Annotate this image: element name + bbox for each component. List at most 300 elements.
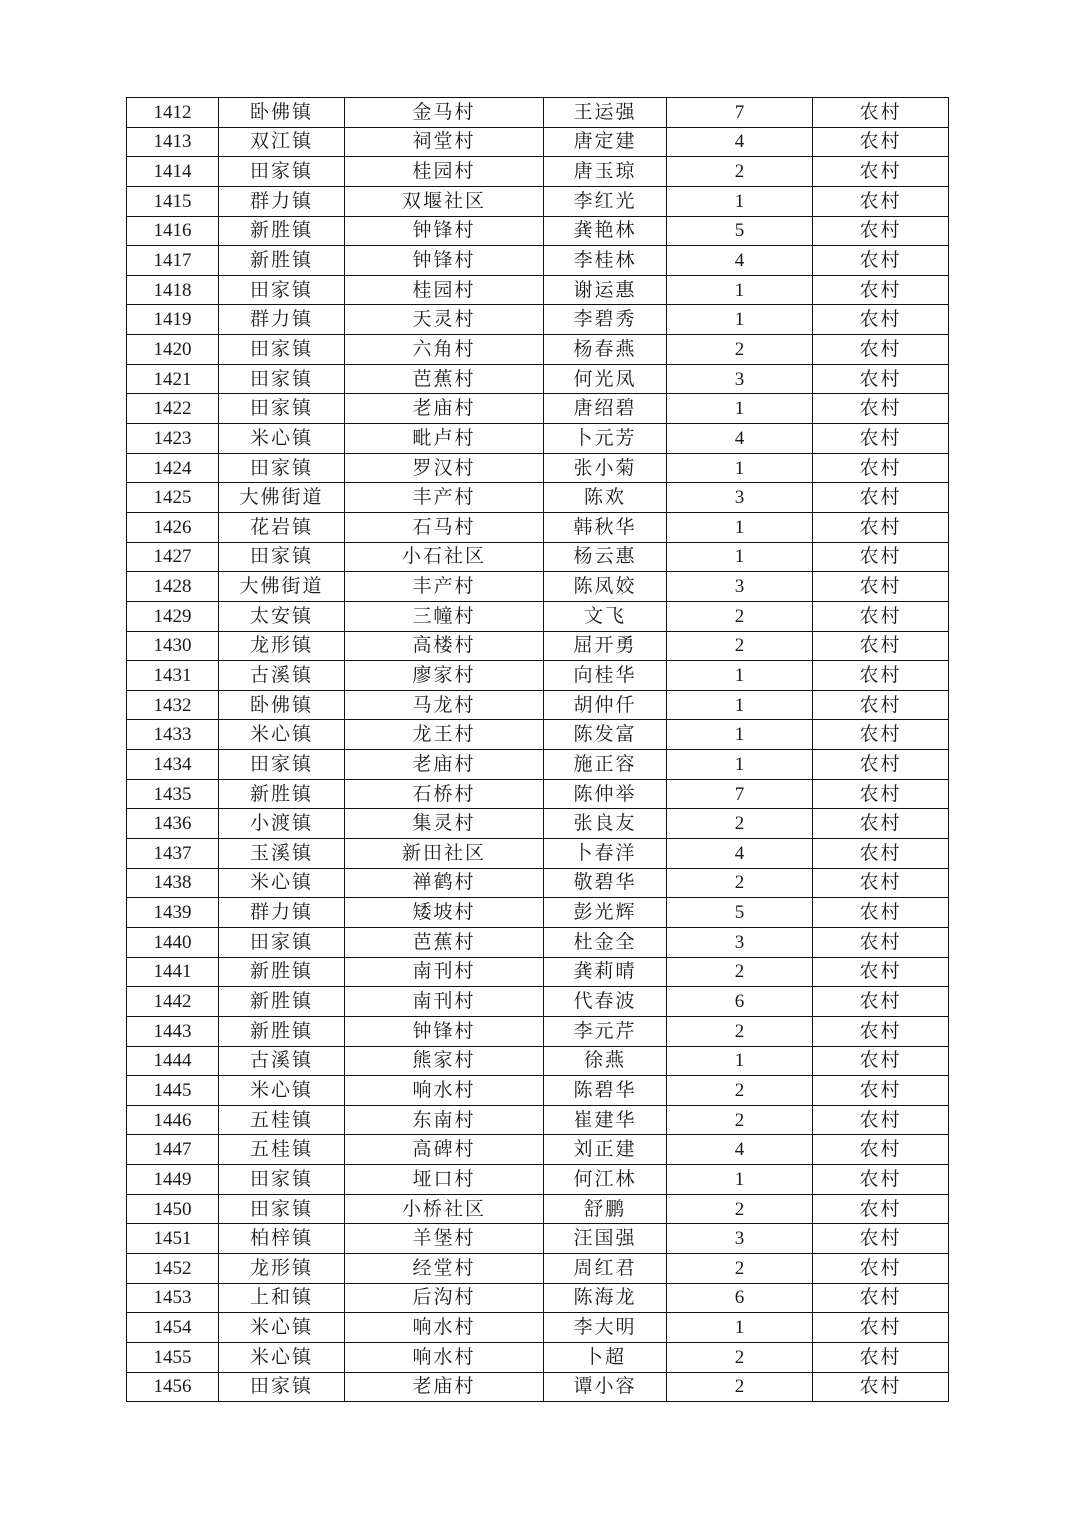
village-cell: 小桥社区 bbox=[345, 1194, 544, 1224]
town-cell: 五桂镇 bbox=[219, 1135, 345, 1165]
household-size-cell: 1 bbox=[667, 1046, 813, 1076]
household-size-cell: 2 bbox=[667, 157, 813, 187]
area-type-cell: 农村 bbox=[813, 1135, 949, 1165]
household-size-cell: 3 bbox=[667, 1224, 813, 1254]
serial-number-cell: 1441 bbox=[127, 957, 219, 987]
village-cell: 三幢村 bbox=[345, 601, 544, 631]
area-type-cell: 农村 bbox=[813, 690, 949, 720]
town-cell: 龙形镇 bbox=[219, 1253, 345, 1283]
household-size-cell: 3 bbox=[667, 364, 813, 394]
village-cell: 石马村 bbox=[345, 512, 544, 542]
serial-number-cell: 1447 bbox=[127, 1135, 219, 1165]
town-cell: 卧佛镇 bbox=[219, 98, 345, 128]
name-cell: 李红光 bbox=[544, 186, 667, 216]
name-cell: 龚艳林 bbox=[544, 216, 667, 246]
area-type-cell: 农村 bbox=[813, 1016, 949, 1046]
table-row bbox=[127, 601, 949, 631]
serial-number-cell: 1444 bbox=[127, 1046, 219, 1076]
village-cell: 矮坡村 bbox=[345, 898, 544, 928]
village-cell: 羊堡村 bbox=[345, 1224, 544, 1254]
serial-number-cell: 1449 bbox=[127, 1165, 219, 1195]
serial-number-cell: 1412 bbox=[127, 98, 219, 128]
village-cell: 钟锋村 bbox=[345, 1016, 544, 1046]
village-cell: 廖家村 bbox=[345, 661, 544, 691]
household-size-cell: 1 bbox=[667, 512, 813, 542]
table-row bbox=[127, 572, 949, 602]
village-cell: 金马村 bbox=[345, 98, 544, 128]
serial-number-cell: 1430 bbox=[127, 631, 219, 661]
serial-number-cell: 1446 bbox=[127, 1105, 219, 1135]
table-row bbox=[127, 305, 949, 335]
town-cell: 五桂镇 bbox=[219, 1105, 345, 1135]
roster-table bbox=[126, 97, 949, 1402]
serial-number-cell: 1413 bbox=[127, 127, 219, 157]
name-cell: 李元芹 bbox=[544, 1016, 667, 1046]
village-cell: 后沟村 bbox=[345, 1283, 544, 1313]
table-row bbox=[127, 157, 949, 187]
village-cell: 垭口村 bbox=[345, 1165, 544, 1195]
area-type-cell: 农村 bbox=[813, 601, 949, 631]
table-row bbox=[127, 1253, 949, 1283]
village-cell: 天灵村 bbox=[345, 305, 544, 335]
name-cell: 张良友 bbox=[544, 809, 667, 839]
village-cell: 丰产村 bbox=[345, 483, 544, 513]
household-size-cell: 1 bbox=[667, 661, 813, 691]
household-size-cell: 3 bbox=[667, 483, 813, 513]
household-size-cell: 4 bbox=[667, 1135, 813, 1165]
name-cell: 李大明 bbox=[544, 1313, 667, 1343]
village-cell: 老庙村 bbox=[345, 750, 544, 780]
table-row bbox=[127, 275, 949, 305]
table-row bbox=[127, 512, 949, 542]
table-row bbox=[127, 661, 949, 691]
area-type-cell: 农村 bbox=[813, 750, 949, 780]
area-type-cell: 农村 bbox=[813, 809, 949, 839]
name-cell: 周红君 bbox=[544, 1253, 667, 1283]
serial-number-cell: 1422 bbox=[127, 394, 219, 424]
name-cell: 陈欢 bbox=[544, 483, 667, 513]
village-cell: 南刊村 bbox=[345, 987, 544, 1017]
table-row bbox=[127, 957, 949, 987]
town-cell: 田家镇 bbox=[219, 542, 345, 572]
serial-number-cell: 1424 bbox=[127, 453, 219, 483]
serial-number-cell: 1416 bbox=[127, 216, 219, 246]
town-cell: 古溪镇 bbox=[219, 1046, 345, 1076]
name-cell: 陈海龙 bbox=[544, 1283, 667, 1313]
area-type-cell: 农村 bbox=[813, 661, 949, 691]
name-cell: 何江林 bbox=[544, 1165, 667, 1195]
table-row bbox=[127, 1076, 949, 1106]
serial-number-cell: 1450 bbox=[127, 1194, 219, 1224]
household-size-cell: 2 bbox=[667, 1105, 813, 1135]
name-cell: 张小菊 bbox=[544, 453, 667, 483]
town-cell: 新胜镇 bbox=[219, 957, 345, 987]
area-type-cell: 农村 bbox=[813, 572, 949, 602]
table-row bbox=[127, 1224, 949, 1254]
area-type-cell: 农村 bbox=[813, 216, 949, 246]
town-cell: 米心镇 bbox=[219, 1313, 345, 1343]
village-cell: 石桥村 bbox=[345, 779, 544, 809]
household-size-cell: 2 bbox=[667, 1372, 813, 1402]
serial-number-cell: 1442 bbox=[127, 987, 219, 1017]
area-type-cell: 农村 bbox=[813, 898, 949, 928]
town-cell: 田家镇 bbox=[219, 364, 345, 394]
name-cell: 唐绍碧 bbox=[544, 394, 667, 424]
town-cell: 米心镇 bbox=[219, 1342, 345, 1372]
serial-number-cell: 1453 bbox=[127, 1283, 219, 1313]
area-type-cell: 农村 bbox=[813, 987, 949, 1017]
area-type-cell: 农村 bbox=[813, 157, 949, 187]
village-cell: 小石社区 bbox=[345, 542, 544, 572]
table-row bbox=[127, 1165, 949, 1195]
village-cell: 双堰社区 bbox=[345, 186, 544, 216]
table-row bbox=[127, 246, 949, 276]
table-row bbox=[127, 868, 949, 898]
name-cell: 李碧秀 bbox=[544, 305, 667, 335]
household-size-cell: 7 bbox=[667, 779, 813, 809]
area-type-cell: 农村 bbox=[813, 1076, 949, 1106]
name-cell: 向桂华 bbox=[544, 661, 667, 691]
table-row bbox=[127, 809, 949, 839]
table-row bbox=[127, 927, 949, 957]
area-type-cell: 农村 bbox=[813, 631, 949, 661]
name-cell: 舒鹏 bbox=[544, 1194, 667, 1224]
town-cell: 田家镇 bbox=[219, 453, 345, 483]
household-size-cell: 5 bbox=[667, 216, 813, 246]
household-size-cell: 1 bbox=[667, 394, 813, 424]
town-cell: 卧佛镇 bbox=[219, 690, 345, 720]
name-cell: 杨云惠 bbox=[544, 542, 667, 572]
table-row bbox=[127, 483, 949, 513]
serial-number-cell: 1423 bbox=[127, 424, 219, 454]
village-cell: 响水村 bbox=[345, 1342, 544, 1372]
serial-number-cell: 1452 bbox=[127, 1253, 219, 1283]
table-row bbox=[127, 186, 949, 216]
village-cell: 六角村 bbox=[345, 335, 544, 365]
household-size-cell: 1 bbox=[667, 750, 813, 780]
table-row bbox=[127, 779, 949, 809]
serial-number-cell: 1421 bbox=[127, 364, 219, 394]
table-row bbox=[127, 98, 949, 128]
serial-number-cell: 1415 bbox=[127, 186, 219, 216]
village-cell: 新田社区 bbox=[345, 839, 544, 869]
name-cell: 屈开勇 bbox=[544, 631, 667, 661]
area-type-cell: 农村 bbox=[813, 453, 949, 483]
town-cell: 新胜镇 bbox=[219, 246, 345, 276]
household-size-cell: 1 bbox=[667, 1313, 813, 1343]
village-cell: 东南村 bbox=[345, 1105, 544, 1135]
village-cell: 老庙村 bbox=[345, 394, 544, 424]
household-size-cell: 2 bbox=[667, 868, 813, 898]
area-type-cell: 农村 bbox=[813, 1313, 949, 1343]
area-type-cell: 农村 bbox=[813, 512, 949, 542]
household-size-cell: 2 bbox=[667, 1016, 813, 1046]
serial-number-cell: 1436 bbox=[127, 809, 219, 839]
village-cell: 祠堂村 bbox=[345, 127, 544, 157]
village-cell: 高碑村 bbox=[345, 1135, 544, 1165]
area-type-cell: 农村 bbox=[813, 305, 949, 335]
town-cell: 田家镇 bbox=[219, 1165, 345, 1195]
name-cell: 杨春燕 bbox=[544, 335, 667, 365]
name-cell: 陈发富 bbox=[544, 720, 667, 750]
area-type-cell: 农村 bbox=[813, 1046, 949, 1076]
table-row bbox=[127, 1313, 949, 1343]
name-cell: 崔建华 bbox=[544, 1105, 667, 1135]
area-type-cell: 农村 bbox=[813, 927, 949, 957]
town-cell: 田家镇 bbox=[219, 157, 345, 187]
serial-number-cell: 1439 bbox=[127, 898, 219, 928]
table-row bbox=[127, 394, 949, 424]
area-type-cell: 农村 bbox=[813, 1165, 949, 1195]
village-cell: 经堂村 bbox=[345, 1253, 544, 1283]
area-type-cell: 农村 bbox=[813, 127, 949, 157]
village-cell: 老庙村 bbox=[345, 1372, 544, 1402]
table-row bbox=[127, 750, 949, 780]
name-cell: 敬碧华 bbox=[544, 868, 667, 898]
name-cell: 龚莉晴 bbox=[544, 957, 667, 987]
table-row bbox=[127, 1342, 949, 1372]
town-cell: 田家镇 bbox=[219, 335, 345, 365]
village-cell: 桂园村 bbox=[345, 157, 544, 187]
name-cell: 杜金全 bbox=[544, 927, 667, 957]
town-cell: 小渡镇 bbox=[219, 809, 345, 839]
village-cell: 禅鹤村 bbox=[345, 868, 544, 898]
table-row bbox=[127, 839, 949, 869]
table-row bbox=[127, 453, 949, 483]
area-type-cell: 农村 bbox=[813, 1253, 949, 1283]
village-cell: 集灵村 bbox=[345, 809, 544, 839]
serial-number-cell: 1414 bbox=[127, 157, 219, 187]
name-cell: 谭小容 bbox=[544, 1372, 667, 1402]
household-size-cell: 1 bbox=[667, 1165, 813, 1195]
name-cell: 施正容 bbox=[544, 750, 667, 780]
town-cell: 新胜镇 bbox=[219, 216, 345, 246]
serial-number-cell: 1417 bbox=[127, 246, 219, 276]
table-row bbox=[127, 1046, 949, 1076]
serial-number-cell: 1425 bbox=[127, 483, 219, 513]
village-cell: 丰产村 bbox=[345, 572, 544, 602]
household-size-cell: 2 bbox=[667, 1076, 813, 1106]
household-size-cell: 2 bbox=[667, 335, 813, 365]
serial-number-cell: 1426 bbox=[127, 512, 219, 542]
household-size-cell: 3 bbox=[667, 572, 813, 602]
name-cell: 王运强 bbox=[544, 98, 667, 128]
village-cell: 龙王村 bbox=[345, 720, 544, 750]
serial-number-cell: 1445 bbox=[127, 1076, 219, 1106]
household-size-cell: 1 bbox=[667, 275, 813, 305]
household-size-cell: 2 bbox=[667, 1253, 813, 1283]
area-type-cell: 农村 bbox=[813, 246, 949, 276]
town-cell: 太安镇 bbox=[219, 601, 345, 631]
town-cell: 柏梓镇 bbox=[219, 1224, 345, 1254]
area-type-cell: 农村 bbox=[813, 1283, 949, 1313]
town-cell: 田家镇 bbox=[219, 1372, 345, 1402]
area-type-cell: 农村 bbox=[813, 364, 949, 394]
town-cell: 龙形镇 bbox=[219, 631, 345, 661]
household-size-cell: 5 bbox=[667, 898, 813, 928]
table-row bbox=[127, 631, 949, 661]
household-size-cell: 1 bbox=[667, 720, 813, 750]
name-cell: 卜元芳 bbox=[544, 424, 667, 454]
name-cell: 胡仲仟 bbox=[544, 690, 667, 720]
town-cell: 大佛街道 bbox=[219, 483, 345, 513]
town-cell: 群力镇 bbox=[219, 305, 345, 335]
name-cell: 代春波 bbox=[544, 987, 667, 1017]
table-row bbox=[127, 1105, 949, 1135]
serial-number-cell: 1419 bbox=[127, 305, 219, 335]
town-cell: 大佛街道 bbox=[219, 572, 345, 602]
serial-number-cell: 1437 bbox=[127, 839, 219, 869]
town-cell: 米心镇 bbox=[219, 868, 345, 898]
area-type-cell: 农村 bbox=[813, 483, 949, 513]
table-row bbox=[127, 1194, 949, 1224]
village-cell: 桂园村 bbox=[345, 275, 544, 305]
area-type-cell: 农村 bbox=[813, 542, 949, 572]
household-size-cell: 2 bbox=[667, 601, 813, 631]
table-row bbox=[127, 542, 949, 572]
area-type-cell: 农村 bbox=[813, 186, 949, 216]
village-cell: 钟锋村 bbox=[345, 216, 544, 246]
town-cell: 古溪镇 bbox=[219, 661, 345, 691]
area-type-cell: 农村 bbox=[813, 1105, 949, 1135]
serial-number-cell: 1427 bbox=[127, 542, 219, 572]
village-cell: 芭蕉村 bbox=[345, 364, 544, 394]
household-size-cell: 7 bbox=[667, 98, 813, 128]
name-cell: 刘正建 bbox=[544, 1135, 667, 1165]
name-cell: 文飞 bbox=[544, 601, 667, 631]
serial-number-cell: 1443 bbox=[127, 1016, 219, 1046]
area-type-cell: 农村 bbox=[813, 335, 949, 365]
name-cell: 谢运惠 bbox=[544, 275, 667, 305]
table-row bbox=[127, 720, 949, 750]
household-size-cell: 4 bbox=[667, 424, 813, 454]
table-row bbox=[127, 364, 949, 394]
table-row bbox=[127, 216, 949, 246]
household-size-cell: 4 bbox=[667, 246, 813, 276]
village-cell: 南刊村 bbox=[345, 957, 544, 987]
household-size-cell: 1 bbox=[667, 305, 813, 335]
town-cell: 米心镇 bbox=[219, 720, 345, 750]
serial-number-cell: 1431 bbox=[127, 661, 219, 691]
town-cell: 新胜镇 bbox=[219, 987, 345, 1017]
table-row bbox=[127, 424, 949, 454]
name-cell: 李桂林 bbox=[544, 246, 667, 276]
town-cell: 新胜镇 bbox=[219, 779, 345, 809]
area-type-cell: 农村 bbox=[813, 275, 949, 305]
town-cell: 田家镇 bbox=[219, 275, 345, 305]
household-size-cell: 4 bbox=[667, 127, 813, 157]
roster-table-body bbox=[127, 98, 949, 1402]
household-size-cell: 6 bbox=[667, 987, 813, 1017]
serial-number-cell: 1435 bbox=[127, 779, 219, 809]
village-cell: 钟锋村 bbox=[345, 246, 544, 276]
area-type-cell: 农村 bbox=[813, 1224, 949, 1254]
table-row bbox=[127, 127, 949, 157]
town-cell: 田家镇 bbox=[219, 927, 345, 957]
serial-number-cell: 1420 bbox=[127, 335, 219, 365]
serial-number-cell: 1438 bbox=[127, 868, 219, 898]
household-size-cell: 3 bbox=[667, 927, 813, 957]
serial-number-cell: 1418 bbox=[127, 275, 219, 305]
name-cell: 徐燕 bbox=[544, 1046, 667, 1076]
table-row bbox=[127, 898, 949, 928]
household-size-cell: 2 bbox=[667, 957, 813, 987]
household-size-cell: 1 bbox=[667, 453, 813, 483]
serial-number-cell: 1434 bbox=[127, 750, 219, 780]
area-type-cell: 农村 bbox=[813, 779, 949, 809]
household-size-cell: 2 bbox=[667, 1194, 813, 1224]
household-size-cell: 6 bbox=[667, 1283, 813, 1313]
household-size-cell: 1 bbox=[667, 542, 813, 572]
village-cell: 罗汉村 bbox=[345, 453, 544, 483]
area-type-cell: 农村 bbox=[813, 1372, 949, 1402]
table-row bbox=[127, 1135, 949, 1165]
area-type-cell: 农村 bbox=[813, 98, 949, 128]
table-row bbox=[127, 987, 949, 1017]
area-type-cell: 农村 bbox=[813, 957, 949, 987]
area-type-cell: 农村 bbox=[813, 720, 949, 750]
village-cell: 响水村 bbox=[345, 1313, 544, 1343]
serial-number-cell: 1451 bbox=[127, 1224, 219, 1254]
town-cell: 花岩镇 bbox=[219, 512, 345, 542]
town-cell: 米心镇 bbox=[219, 1076, 345, 1106]
town-cell: 米心镇 bbox=[219, 424, 345, 454]
serial-number-cell: 1429 bbox=[127, 601, 219, 631]
name-cell: 卜春洋 bbox=[544, 839, 667, 869]
area-type-cell: 农村 bbox=[813, 868, 949, 898]
name-cell: 韩秋华 bbox=[544, 512, 667, 542]
town-cell: 田家镇 bbox=[219, 750, 345, 780]
name-cell: 卜超 bbox=[544, 1342, 667, 1372]
name-cell: 汪国强 bbox=[544, 1224, 667, 1254]
serial-number-cell: 1440 bbox=[127, 927, 219, 957]
serial-number-cell: 1454 bbox=[127, 1313, 219, 1343]
town-cell: 上和镇 bbox=[219, 1283, 345, 1313]
area-type-cell: 农村 bbox=[813, 839, 949, 869]
serial-number-cell: 1433 bbox=[127, 720, 219, 750]
name-cell: 陈凤姣 bbox=[544, 572, 667, 602]
serial-number-cell: 1456 bbox=[127, 1372, 219, 1402]
name-cell: 何光凤 bbox=[544, 364, 667, 394]
household-size-cell: 1 bbox=[667, 186, 813, 216]
name-cell: 唐玉琼 bbox=[544, 157, 667, 187]
area-type-cell: 农村 bbox=[813, 394, 949, 424]
household-size-cell: 2 bbox=[667, 631, 813, 661]
village-cell: 熊家村 bbox=[345, 1046, 544, 1076]
town-cell: 群力镇 bbox=[219, 186, 345, 216]
table-row bbox=[127, 335, 949, 365]
name-cell: 彭光辉 bbox=[544, 898, 667, 928]
name-cell: 陈碧华 bbox=[544, 1076, 667, 1106]
name-cell: 唐定建 bbox=[544, 127, 667, 157]
area-type-cell: 农村 bbox=[813, 1194, 949, 1224]
town-cell: 双江镇 bbox=[219, 127, 345, 157]
area-type-cell: 农村 bbox=[813, 424, 949, 454]
serial-number-cell: 1432 bbox=[127, 690, 219, 720]
serial-number-cell: 1455 bbox=[127, 1342, 219, 1372]
town-cell: 田家镇 bbox=[219, 1194, 345, 1224]
town-cell: 田家镇 bbox=[219, 394, 345, 424]
table-row bbox=[127, 1016, 949, 1046]
village-cell: 芭蕉村 bbox=[345, 927, 544, 957]
table-row bbox=[127, 690, 949, 720]
household-size-cell: 2 bbox=[667, 1342, 813, 1372]
area-type-cell: 农村 bbox=[813, 1342, 949, 1372]
village-cell: 马龙村 bbox=[345, 690, 544, 720]
serial-number-cell: 1428 bbox=[127, 572, 219, 602]
town-cell: 玉溪镇 bbox=[219, 839, 345, 869]
household-size-cell: 2 bbox=[667, 809, 813, 839]
